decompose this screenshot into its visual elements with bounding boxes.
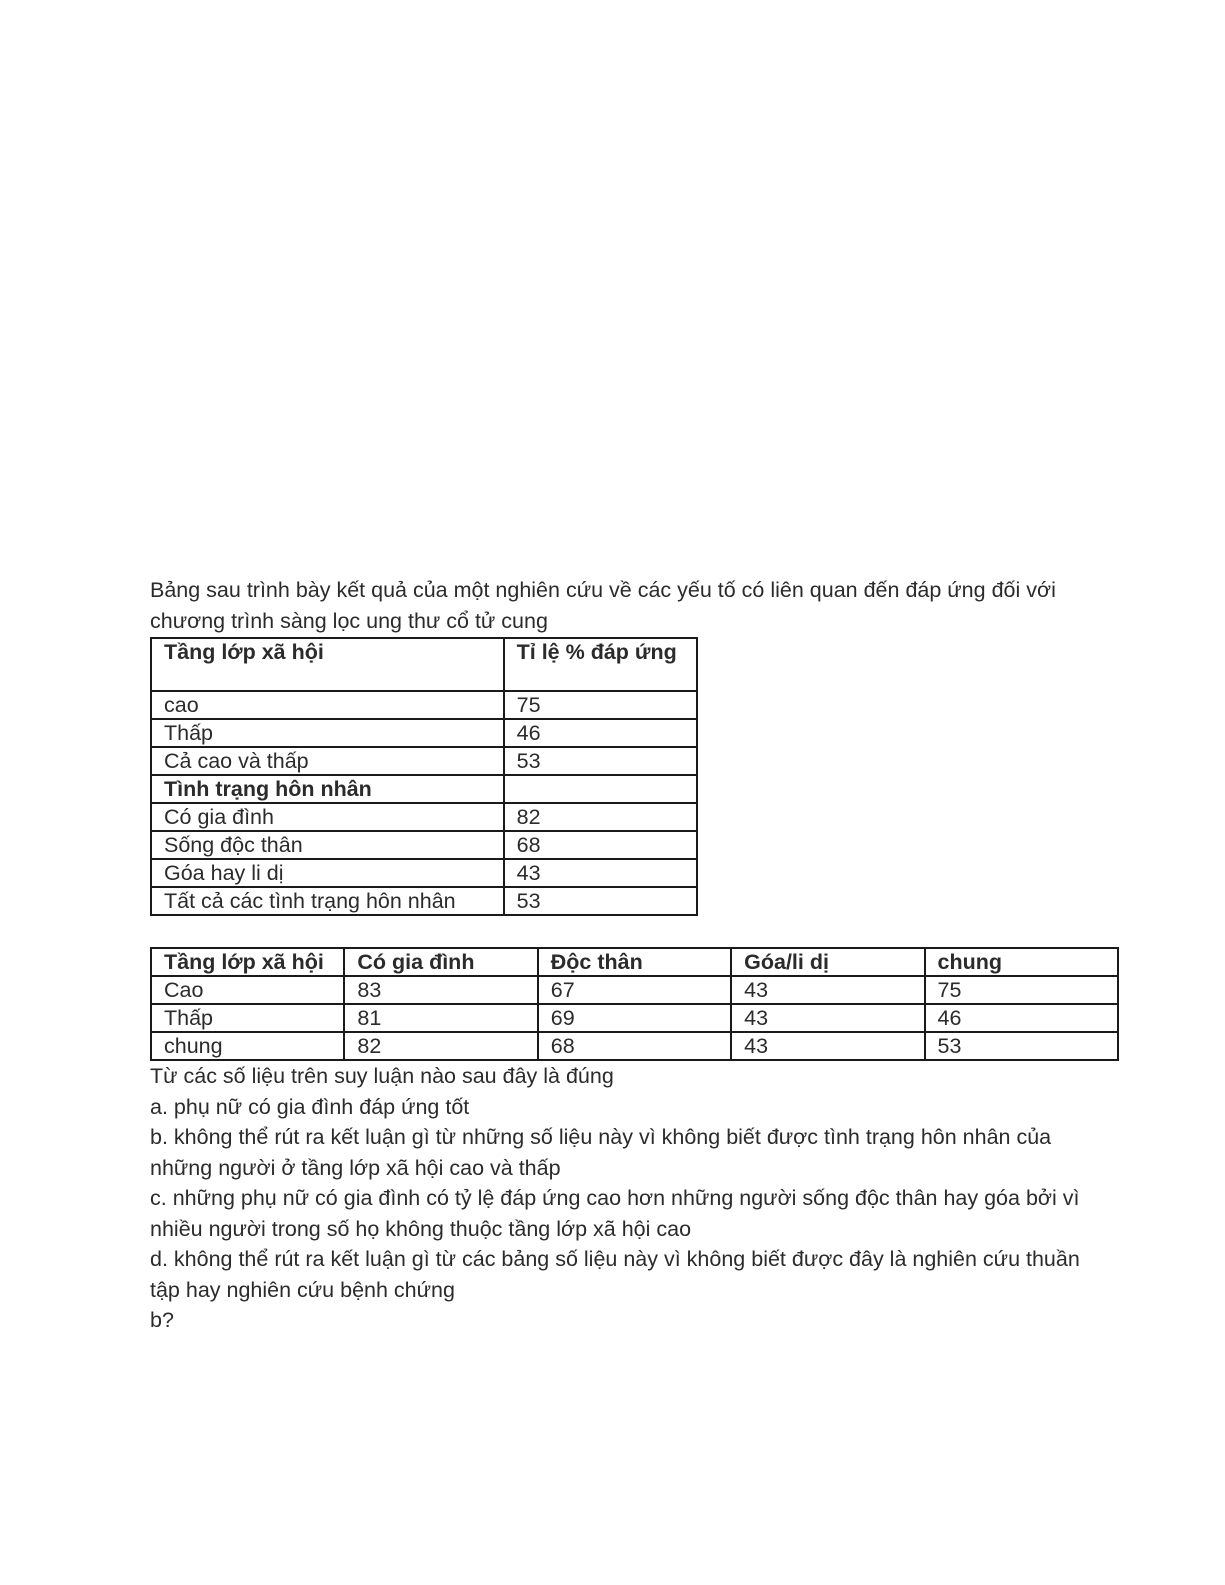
table-cell: Cao bbox=[151, 976, 344, 1004]
table-cell: 75 bbox=[504, 691, 697, 719]
table-cell: Có gia đình bbox=[151, 803, 504, 831]
option-c: c. những phụ nữ có gia đình có tỷ lệ đáp ứng cao hơn những người sống độc thân hay góa bởi vì nhiều người trong số họ không thuộc tầng lớp xã hội cao bbox=[150, 1186, 1080, 1241]
table-row bbox=[151, 719, 697, 747]
table-cell: 81 bbox=[344, 1004, 537, 1032]
table-cell: 69 bbox=[538, 1004, 731, 1032]
document-body bbox=[150, 575, 1130, 1336]
table-cell: 43 bbox=[731, 1004, 924, 1032]
table-header-row bbox=[151, 948, 1118, 976]
table-row bbox=[151, 859, 697, 887]
table-header-cell: chung bbox=[925, 948, 1118, 976]
table-row bbox=[151, 887, 697, 915]
question-block bbox=[150, 1061, 1115, 1336]
table-row bbox=[151, 803, 697, 831]
table-cell: 75 bbox=[925, 976, 1118, 1004]
table-cell: cao bbox=[151, 691, 504, 719]
table-cell: 68 bbox=[504, 831, 697, 859]
cross-tab-table bbox=[150, 947, 1119, 1061]
table-cell: 46 bbox=[925, 1004, 1118, 1032]
table-header-cell: Tầng lớp xã hội bbox=[151, 638, 504, 691]
table-section-cell: Tình trạng hôn nhân bbox=[151, 775, 504, 803]
table-row bbox=[151, 976, 1118, 1004]
table-row bbox=[151, 831, 697, 859]
table-cell bbox=[504, 775, 697, 803]
table-cell: Tất cả các tình trạng hôn nhân bbox=[151, 887, 504, 915]
table-cell: chung bbox=[151, 1032, 344, 1060]
table-cell: 67 bbox=[538, 976, 731, 1004]
table-cell: Sống độc thân bbox=[151, 831, 504, 859]
table-row bbox=[151, 747, 697, 775]
table-cell: 53 bbox=[504, 887, 697, 915]
table-cell: 43 bbox=[731, 976, 924, 1004]
table-cell: 68 bbox=[538, 1032, 731, 1060]
table-header-cell: Có gia đình bbox=[344, 948, 537, 976]
table-cell: Thấp bbox=[151, 719, 504, 747]
table-cell: 53 bbox=[504, 747, 697, 775]
table-cell: Cả cao và thấp bbox=[151, 747, 504, 775]
table-cell: 82 bbox=[344, 1032, 537, 1060]
table-cell: 43 bbox=[731, 1032, 924, 1060]
response-rate-table bbox=[150, 637, 698, 916]
answer-note: b? bbox=[150, 1308, 174, 1332]
table-cell: 43 bbox=[504, 859, 697, 887]
question-prompt: Từ các số liệu trên suy luận nào sau đây là đúng bbox=[150, 1064, 614, 1088]
option-d: d. không thể rút ra kết luận gì từ các bảng số liệu này vì không biết được đây là nghiên cứu thuần tập hay nghiên cứu bệnh chứng bbox=[150, 1247, 1080, 1302]
intro-paragraph: Bảng sau trình bày kết quả của một nghiên cứu về các yếu tố có liên quan đến đáp ứng đối với chương trình sàng lọc ung thư cổ tử cung bbox=[150, 578, 1056, 633]
table-cell: Thấp bbox=[151, 1004, 344, 1032]
table-section-row bbox=[151, 775, 697, 803]
table-row bbox=[151, 1004, 1118, 1032]
table-header-cell: Tỉ lệ % đáp ứng bbox=[504, 638, 697, 691]
table-cell: 82 bbox=[504, 803, 697, 831]
table-header-cell: Độc thân bbox=[538, 948, 731, 976]
table-row bbox=[151, 1032, 1118, 1060]
table-cell: Góa hay li dị bbox=[151, 859, 504, 887]
table-header-row bbox=[151, 638, 697, 691]
table-header-cell: Tầng lớp xã hội bbox=[151, 948, 344, 976]
option-b: b. không thể rút ra kết luận gì từ những số liệu này vì không biết được tình trạng hôn nhân của những người ở tầng lớp xã hội cao và thấp bbox=[150, 1125, 1052, 1180]
table-cell: 83 bbox=[344, 976, 537, 1004]
option-a: a. phụ nữ có gia đình đáp ứng tốt bbox=[150, 1094, 470, 1119]
table-cell: 46 bbox=[504, 719, 697, 747]
table-header-cell: Góa/li dị bbox=[731, 948, 924, 976]
table-cell: 53 bbox=[925, 1032, 1118, 1060]
table-row bbox=[151, 691, 697, 719]
